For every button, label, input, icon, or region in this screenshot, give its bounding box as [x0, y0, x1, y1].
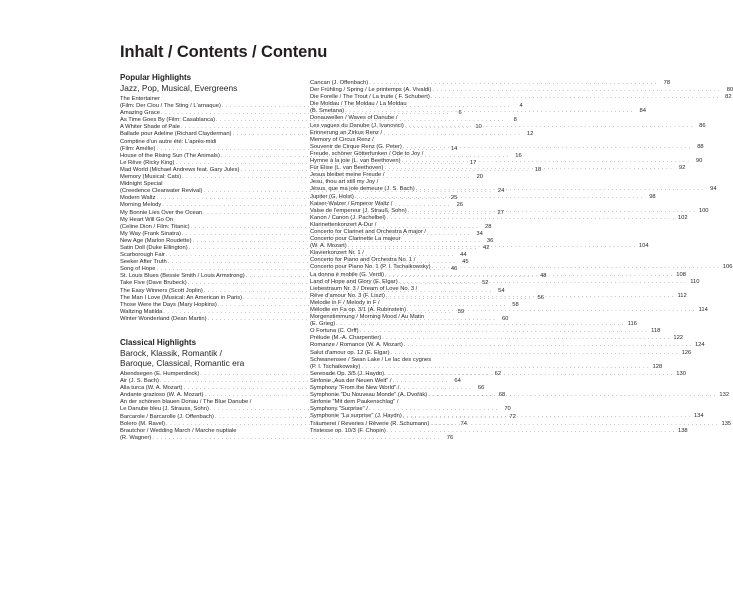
toc-entry-title: The Easy Winners (Scott Joplin)	[120, 287, 203, 294]
toc-leader-dots	[385, 371, 673, 378]
toc-entry	[310, 193, 656, 201]
toc-entry-page: 18	[534, 166, 542, 173]
toc-entry-page: 45	[462, 259, 469, 266]
toc-entry-title: A Whiter Shade of Pale	[120, 124, 180, 131]
toc-entry-title: (B. Smetana)	[310, 108, 345, 115]
toc-entry	[310, 250, 493, 257]
toc-entry-title: House of the Rising Sun (The Animals)	[120, 152, 220, 159]
toc-entry	[310, 378, 493, 385]
toc-entry-page: 132	[719, 392, 730, 399]
toc-entry	[310, 399, 493, 406]
toc-leader-dots	[382, 335, 670, 342]
toc-entry-page: 112	[677, 292, 687, 299]
toc-entry-title: O Fortuna (C. Orff)	[310, 328, 359, 335]
toc-entry-title: Concerto for Piano and Orchestra No. 1 /	[310, 257, 416, 264]
toc-entry-title: Satin Doll (Duke Ellington)	[120, 244, 188, 251]
toc-entry-title: Song of Hope	[120, 266, 156, 273]
toc-entry	[120, 217, 303, 224]
toc-entry-page: 80	[726, 87, 733, 94]
toc-entry-title: Symphonie "Du Nouveau Monde" (A. Dvořák)	[310, 392, 428, 399]
toc-leader-dots	[405, 123, 693, 130]
toc-entry-page: 108	[676, 271, 686, 278]
toc-entry	[310, 158, 703, 165]
toc-entry	[310, 94, 732, 101]
toc-leader-dots	[408, 208, 696, 215]
toc-entry	[310, 314, 493, 321]
toc-entry-title: Melodie in F / Melody in F /	[310, 299, 380, 306]
toc-entry-title: Concerto for Clarinet and Orchestra A major /	[310, 228, 426, 235]
toc-entry	[310, 179, 493, 186]
toc-entry-title: (Film: Der Clou / The Sting / L'arnaque)	[120, 103, 221, 110]
toc-entry-page: 62	[494, 371, 502, 377]
toc-entry-page: 134	[693, 413, 704, 420]
toc-entry-page: 130	[676, 370, 686, 377]
toc-entry-title: Concerto pour Clarinette La majeur	[310, 236, 401, 243]
toc-entry-page: 106	[722, 264, 733, 271]
toc-entry-title: The Man I Love (Musical: An American in Paris)	[120, 294, 243, 301]
toc-entry-title: Air (J. S. Bach)	[120, 378, 159, 385]
toc-entry	[310, 328, 661, 335]
toc-entry-page: 124	[694, 342, 705, 349]
toc-entry-page: 82	[725, 94, 732, 101]
toc-leader-dots	[403, 144, 691, 151]
toc-entry	[310, 80, 671, 87]
toc-entry	[310, 357, 493, 364]
toc-entry-page: 58	[512, 301, 519, 308]
toc-entry-title: Schwanensee / Swan Lake / Le lac des cygnes	[310, 356, 432, 363]
toc-leader-dots	[430, 421, 718, 428]
toc-entry-page: 24	[497, 188, 505, 195]
toc-entry	[310, 243, 649, 250]
toc-leader-dots	[403, 413, 691, 420]
toc-entry-title: Waltzing Matilda	[120, 308, 163, 315]
toc-entry-page: 118	[651, 328, 661, 335]
toc-entry	[310, 264, 733, 271]
toc-entry-title: Take Five (Dave Brubeck)	[120, 280, 187, 287]
toc-entry-page: 60	[501, 315, 509, 322]
section-heading-classical: Classical Highlights	[120, 338, 197, 347]
toc-entry-title: Scarborough Fair	[120, 252, 165, 259]
toc-entry-page: 25	[450, 195, 458, 202]
section-subheading-classical-line-2: Baroque, Classical, Romantic era	[120, 358, 245, 368]
toc-entry-title: Freude, schöner Götterfunken / Ode to Joy /	[310, 150, 424, 157]
toc-entry-page: 114	[698, 307, 708, 313]
section-subheading-popular: Jazz, Pop, Musical, Evergreens	[120, 83, 238, 93]
toc-entry	[310, 201, 493, 208]
toc-entry-title: Barcarole / Barcarolle (J. Offenbach)	[120, 413, 214, 420]
toc-entry-title: Für Elise (L. van Beethoven)	[310, 165, 384, 172]
toc-entry-title: (P. I. Tschaikowsky)	[310, 363, 361, 370]
toc-entry-title: (R. Wagner)	[120, 434, 152, 441]
toc-entry-title: Le Rêve (Ricky King)	[120, 159, 175, 166]
toc-entry-page: 17	[469, 159, 477, 166]
toc-leader-dots	[387, 428, 675, 435]
toc-entry-page: 88	[697, 143, 704, 150]
toc-entry	[310, 427, 688, 435]
toc-entry-title: Comptine d'un autre été: L'après-midi	[120, 138, 217, 145]
toc-entry-page: 4	[519, 103, 523, 110]
toc-entry-page: 102	[677, 214, 688, 221]
toc-entry-title: La donna è mobile (G. Verdi)	[310, 271, 385, 278]
toc-entry-title: Romanze / Romance (W. A. Mozart)	[310, 342, 403, 349]
toc-entry	[310, 214, 688, 222]
toc-entry	[310, 101, 493, 108]
toc-entry-title: Träumerei / Reveries / Rêverie (R. Schumann)	[310, 420, 430, 427]
toc-entry-title: Klavierkonzert Nr. 1 /	[310, 250, 364, 257]
toc-entry	[310, 286, 493, 293]
toc-entry	[120, 399, 303, 406]
toc-entry	[310, 385, 493, 392]
toc-entry-page: 70	[504, 406, 511, 413]
toc-entry-title: Le Danube bleu (J. Strauss, Sohn)	[120, 406, 209, 413]
toc-entry-title: Hymne à la joie (L. van Beethoven)	[310, 158, 401, 165]
toc-entry-title: Symphony "Surprise" /	[310, 406, 368, 413]
toc-entry	[310, 108, 646, 115]
toc-entry	[310, 143, 704, 151]
toc-entry-title: Tristesse op. 10/3 (F. Chopin)	[310, 427, 386, 434]
toc-entry-title: Serenade Op. 3/5 (J. Haydn)	[310, 370, 385, 377]
toc-entry-title: Salut d'amour op. 12 (E. Elgar)	[310, 349, 390, 356]
toc-leader-dots	[348, 243, 636, 250]
toc-entry-title: Jesu, thou art still my Joy /	[310, 179, 379, 186]
toc-entry-page: 56	[537, 294, 544, 301]
toc-entry-page: 10	[475, 124, 482, 131]
toc-entry	[310, 349, 692, 357]
section-subheading-classical-line-1: Barock, Klassik, Romantik /	[120, 348, 222, 358]
toc-entry-page: 16	[515, 152, 522, 159]
toc-entry-title: Ballade pour Adeline (Richard Clayderman)	[120, 131, 232, 138]
toc-entry-title: Der Frühling / Spring / Le printemps (A. Vivaldi)	[310, 87, 432, 94]
toc-entry-title: Mélodie en Fa op. 3/1 (A. Rubinstein)	[310, 307, 407, 313]
toc-entry	[310, 321, 637, 328]
toc-entry-page: 78	[663, 80, 671, 86]
toc-entry-page: 135	[721, 420, 732, 427]
toc-entry-title: Bolero (M. Ravel)	[120, 420, 166, 427]
toc-leader-dots	[416, 186, 704, 193]
toc-entry-page: 20	[476, 174, 484, 181]
toc-leader-dots	[385, 272, 673, 279]
toc-entry-title: Alla turca (W. A. Mozart)	[120, 385, 183, 392]
toc-entry-title: Symphony "From the New World" /	[310, 385, 400, 392]
toc-entry-title: Kanon / Canon (J. Pachelbel)	[310, 214, 386, 221]
toc-entry-title: Abendsegen (E. Humperdinck)	[120, 371, 200, 377]
toc-leader-dots	[399, 279, 687, 286]
toc-entry-title: Memory of Circus Renz /	[310, 136, 374, 143]
toc-entry-title: Modern Waltz	[120, 195, 156, 202]
toc-entry-title: Sinfonie "Mit dem Paukenschlag" /	[310, 399, 399, 406]
toc-entry-title: Morgenstimmung / Morning Mood / Au Matin	[310, 314, 425, 321]
toc-entry-title: Winter Wonderland (Dean Martin)	[120, 315, 207, 322]
toc-entry-title: Those Were the Days (Mary Hopkins)	[120, 301, 217, 308]
toc-leader-dots	[384, 165, 672, 172]
toc-entry-page: 26	[456, 202, 464, 209]
toc-entry	[310, 406, 493, 413]
toc-entry-page: 84	[639, 108, 646, 115]
toc-entry-title: (Film: Amélie)	[120, 145, 156, 152]
toc-entry-page: 90	[695, 158, 703, 165]
toc-entry-page: 122	[673, 335, 684, 342]
toc-entry	[310, 87, 733, 94]
toc-entry-title: Valse de l'empereur (J. Strauß, Sohn)	[310, 207, 407, 214]
toc-entry-page: 46	[450, 266, 458, 273]
toc-entry-title: Die Forelle / The Trout / La truite ( F. Schubert)	[310, 94, 430, 101]
toc-entry-page: 34	[476, 230, 483, 237]
toc-entry-title: Morning Melody	[120, 202, 162, 209]
toc-leader-dots	[386, 293, 674, 300]
toc-entry-title: Die Moldau / The Moldau / La Moldau	[310, 101, 407, 108]
toc-leader-dots	[152, 435, 440, 442]
toc-entry-title: Souvenir de Cirque Renz (G. Peter)	[310, 143, 402, 150]
toc-entry-title: Midnight Special	[120, 181, 163, 188]
toc-entry	[310, 229, 493, 236]
toc-entry-title: Jupiter (G. Holst)	[310, 193, 354, 200]
toc-entry-page: 54	[498, 287, 505, 294]
toc-entry-title: Jesus bleibet meine Freude /	[310, 172, 385, 179]
toc-entry-page: 48	[540, 273, 547, 280]
toc-leader-dots	[336, 321, 624, 328]
toc-entry-page: 68	[498, 392, 506, 399]
toc-entry	[310, 130, 493, 137]
toc-entry	[120, 139, 303, 146]
toc-entry-title: New Age (Marlon Roudette)	[120, 237, 192, 244]
toc-entry-page: 52	[482, 280, 489, 287]
toc-entry-page: 6	[458, 110, 462, 117]
toc-entry-title: Seeker After Truth	[120, 259, 167, 266]
toc-entry-title: Andante grazioso (W. A. Mozart)	[120, 392, 204, 399]
toc-entry-page: 12	[526, 131, 534, 138]
toc-leader-dots	[387, 215, 675, 222]
toc-entry-page: 14	[450, 145, 458, 152]
toc-leader-dots	[390, 350, 678, 357]
toc-entry-page: 110	[690, 278, 700, 285]
toc-leader-dots	[360, 328, 648, 335]
toc-entry-title: Klarinettenkonzert A-Dur /	[310, 221, 377, 228]
toc-entry-page: 64	[454, 378, 461, 385]
toc-entry-title: Rêve d'amour No. 3 (F. Liszt)	[310, 292, 385, 299]
toc-entry-title: Amazing Grace	[120, 110, 160, 117]
toc-entry-page: 66	[477, 385, 485, 392]
toc-entry	[120, 434, 454, 442]
toc-entry-title: My Heart Will Go On	[120, 216, 174, 223]
toc-entry	[310, 222, 493, 229]
toc-entry	[120, 181, 303, 188]
toc-entry-title: As Time Goes By (Film: Casablanca)	[120, 117, 216, 124]
toc-entry	[120, 96, 303, 103]
toc-leader-dots	[432, 87, 720, 94]
toc-entry-title: (Celine Dion / Film: Titanic)	[120, 223, 190, 230]
toc-entry-title: St. Louis Blues (Bessie Smith / Louis Armstrong)	[120, 273, 245, 280]
toc-entry-title: (W. A. Mozart)	[310, 243, 347, 250]
toc-entry-page: 92	[678, 165, 686, 172]
toc-entry-page: 8	[513, 117, 517, 124]
toc-entry-title: Sinfonie „Aus der Neuen Welt" /	[310, 377, 392, 384]
toc-entry-title: Kaiser-Walzer / Emperor Waltz /	[310, 200, 393, 207]
toc-entry	[310, 115, 493, 122]
toc-entry-page: 76	[446, 434, 454, 441]
toc-entry-title: Concerto pour Piano No. 1 (P. I. Tschaikowsky)	[310, 264, 431, 271]
toc-entry	[310, 172, 493, 179]
toc-entry-title: Prélude (M.-A. Charpentier)	[310, 335, 382, 342]
toc-entry	[310, 137, 493, 144]
toc-leader-dots	[431, 94, 719, 101]
toc-entry	[310, 342, 705, 349]
toc-entry-title: Jésus, que ma joie demeure (J. S. Bach)	[310, 186, 415, 193]
toc-leader-dots	[355, 194, 643, 201]
toc-entry-title: (E. Grieg)	[310, 321, 336, 328]
toc-entry	[310, 420, 732, 428]
toc-leader-dots	[428, 392, 716, 399]
toc-leader-dots	[404, 342, 692, 349]
toc-entry-page: 44	[460, 252, 467, 259]
toc-entry	[310, 300, 493, 307]
toc-entry-page: 128	[652, 363, 663, 370]
toc-entry-title: An der schönen blauen Donau / The Blue Danube /	[120, 399, 252, 406]
toc-entry-title: Land of Hope and Glory (E. Elgar)	[310, 278, 398, 285]
toc-entry-title: Brautchor / Wedding March / Marche nuptiale	[120, 427, 237, 434]
toc-entry-page: 98	[649, 193, 656, 200]
toc-entry-page: 94	[710, 186, 717, 193]
toc-entry-title: Liebestraum Nr. 3 / Dream of Love No. 3 /	[310, 285, 418, 292]
toc-entry-title: Erinnerung an Zirkus Renz /	[310, 129, 383, 136]
toc-entry-title: Cancan (J. Offenbach)	[310, 80, 369, 86]
toc-leader-dots	[345, 108, 633, 115]
toc-entry-title: The Entertainer	[120, 96, 160, 102]
toc-entry-title: Mad World (Michael Andrews feat. Gary Jules)	[120, 166, 240, 173]
toc-entry-page: 59	[457, 308, 465, 315]
toc-entry	[310, 151, 493, 158]
toc-entry-page: 28	[484, 223, 492, 230]
toc-entry	[310, 257, 493, 264]
toc-leader-dots	[369, 80, 657, 87]
toc-entry-page: 116	[627, 321, 637, 328]
toc-leader-dots	[402, 158, 690, 165]
toc-entry	[310, 307, 708, 314]
toc-entry-page: 86	[699, 122, 706, 129]
toc-entry-title: (Creedence Clearwater Revival)	[120, 188, 203, 195]
toc-entry	[310, 363, 663, 371]
toc-entry-page: 74	[460, 420, 467, 427]
toc-leader-dots	[407, 307, 695, 314]
toc-entry-title: My Way (Frank Sinatra)	[120, 230, 181, 237]
toc-entry	[120, 428, 303, 435]
toc-entry-page: 126	[681, 349, 692, 356]
page-title: Inhalt / Contents / Contenu	[120, 43, 328, 61]
toc-entry-title: Memory (Musical: Cats)	[120, 174, 182, 181]
toc-entry-page: 100	[698, 207, 709, 214]
toc-leader-dots	[432, 264, 720, 271]
toc-entry-title: Donauwellen / Waves of Danube /	[310, 115, 398, 122]
toc-entry-title: Symphonie "La surprise" (J. Haydn)	[310, 413, 402, 420]
toc-entry-page: 27	[497, 209, 504, 216]
section-heading-popular: Popular Highlights	[120, 73, 192, 82]
toc-entry	[310, 236, 493, 243]
toc-entry-title: My Bonnie Lies Over the Ocean	[120, 209, 203, 216]
toc-entry-page: 36	[486, 237, 494, 244]
toc-entry-title: Les vagues du Danube (J. Ivanovici)	[310, 122, 404, 129]
toc-entry-page: 104	[638, 243, 649, 250]
toc-entry-page: 72	[509, 413, 516, 420]
toc-entry-page: 138	[677, 427, 688, 434]
toc-entry-page: 42	[483, 244, 490, 251]
toc-entry	[310, 335, 684, 342]
toc-entry	[310, 278, 700, 286]
toc-entry	[310, 122, 706, 130]
toc-leader-dots	[361, 364, 649, 371]
